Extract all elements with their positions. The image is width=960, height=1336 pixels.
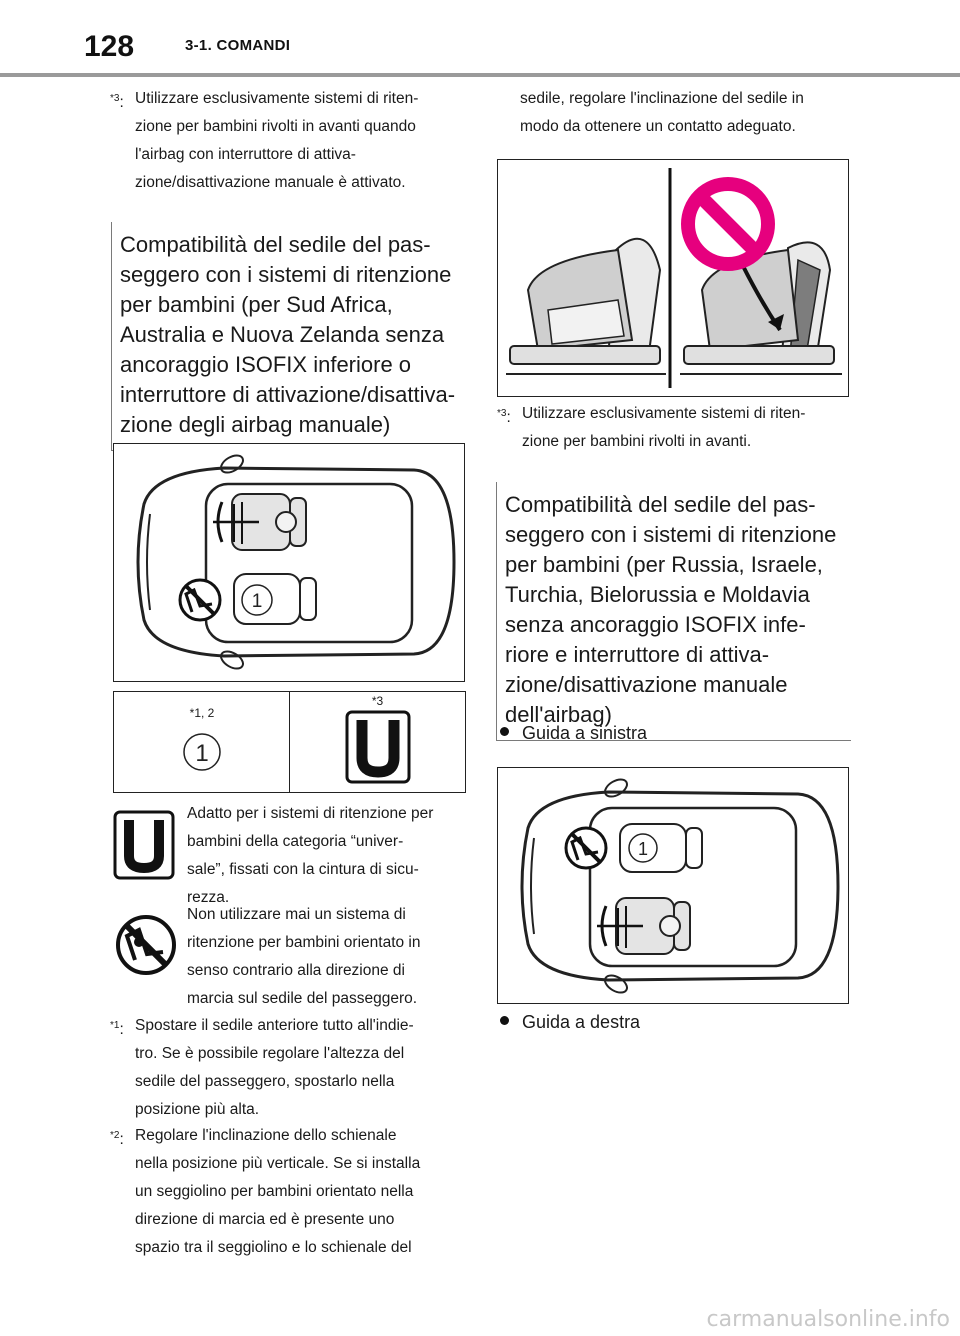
note-3-right: $^{*3}$: Utilizzare esclusivamente sistemi di riten- zione per bambini rivolti in avanti. [497, 400, 857, 456]
table-cell-label: *3 [371, 694, 384, 708]
note-text: Utilizzare esclusivamente sistemi di riten- zione per bambini rivolti in avanti quando l'airbag con interruttore di attiva- zione/disattivazione manuale è attivato. [135, 90, 419, 191]
table-cell-3 [289, 691, 466, 793]
note-text: Spostare il sedile anteriore tutto all'indie- tro. Se è possibile regolare l'altezza del sedile del passeggero, spostarlo nella posizione più alta. [135, 1017, 414, 1118]
note-text: Utilizzare esclusivamente sistemi di riten- zione per bambini rivolti in avanti. [522, 405, 806, 450]
note-text: Regolare l'inclinazione dello schienale nella posizione più verticale. Se si installa un seggiolino per bambini orientato nella direzione di marcia ed è presente uno spazio tra il seggiolino e lo schienale del [135, 1127, 421, 1256]
universal-u-icon [290, 708, 465, 788]
note-2: $^{*2}$: Regolare l'inclinazione dello schienale nella posizione più verticale. Se si installa un seggiolino per bambini orientato nella direzione di marcia ed è presente uno spazio tra il seggiolino e lo schienale del [110, 1122, 480, 1262]
compatibility-heading-south-africa: Compatibilità del sedile del pas- seggero con i sistemi di ritenzione per bambini (per Sud Africa, Australia e Nuova Zelanda senza ancoraggio ISOFIX inferiore o interruttore di attivazione/disattiva- zione degli airbag manuale) [111, 222, 464, 451]
table-cell-label: *1, 2 [189, 706, 215, 720]
no-rear-facing-seat-icon [566, 828, 606, 868]
car-top-view-illustration [114, 444, 464, 681]
seat-position-number: 1 [637, 839, 649, 859]
note-2-continuation: sedile, regolare l'inclinazione del sedile in modo da ottenere un contatto adeguato. [520, 90, 804, 135]
header-rule [0, 73, 960, 77]
bullet-right-hand-drive: Guida a destra [500, 1012, 640, 1033]
car-diagram-left [113, 443, 465, 682]
bullet-dot [500, 1016, 509, 1025]
prohibition-icon [688, 184, 768, 264]
bullet-dot [500, 727, 509, 736]
car-diagram-right [497, 767, 849, 1004]
note-3-top [110, 85, 470, 197]
seat-recline-illustration [497, 159, 849, 397]
correct-seat-illustration [506, 239, 666, 374]
seat-position-number: 1 [251, 591, 263, 612]
universal-legend-text: Adatto per i sistemi di ritenzione per bambini della categoria “univer- sale”, fissati con la cintura di sicu- rezza. [187, 805, 434, 906]
seat-number-1-icon [114, 720, 290, 790]
bullet-left-hand-drive: Guida a sinistra [500, 723, 647, 744]
no-rear-facing-legend-icon [113, 912, 179, 978]
prohibited-legend-text: Non utilizzare mai un sistema di ritenzione per bambini orientato in senso contrario alla direzione di marcia sul sedile del passeggero. [187, 906, 421, 1007]
page-number: 128 [84, 30, 135, 63]
table-cell-1-2 [113, 691, 291, 793]
compatibility-heading-russia: Compatibilità del sedile del pas- seggero con i sistemi di ritenzione per bambini (per Russia, Israele, Turchia, Bielorussia e Moldavia senza ancoraggio ISOFIX infe- riore e interruttore di attiva- zione/disattivazione manuale dell'airbag) [496, 482, 851, 741]
universal-legend-icon [113, 810, 175, 880]
footer-watermark[interactable]: carmanualsonline.info [706, 1307, 950, 1332]
note-1: $^{*1}$: Spostare il sedile anteriore tutto all'indie- tro. Se è possibile regolare l'altezza del sedile del passeggero, spostarlo nella posizione più alta. [110, 1012, 480, 1124]
svg-text:1: 1 [195, 740, 209, 767]
section-title: 3-1. COMANDI [185, 37, 291, 54]
no-rear-facing-seat-icon [180, 580, 220, 620]
note-mark: $^{*3}$: [110, 93, 124, 111]
